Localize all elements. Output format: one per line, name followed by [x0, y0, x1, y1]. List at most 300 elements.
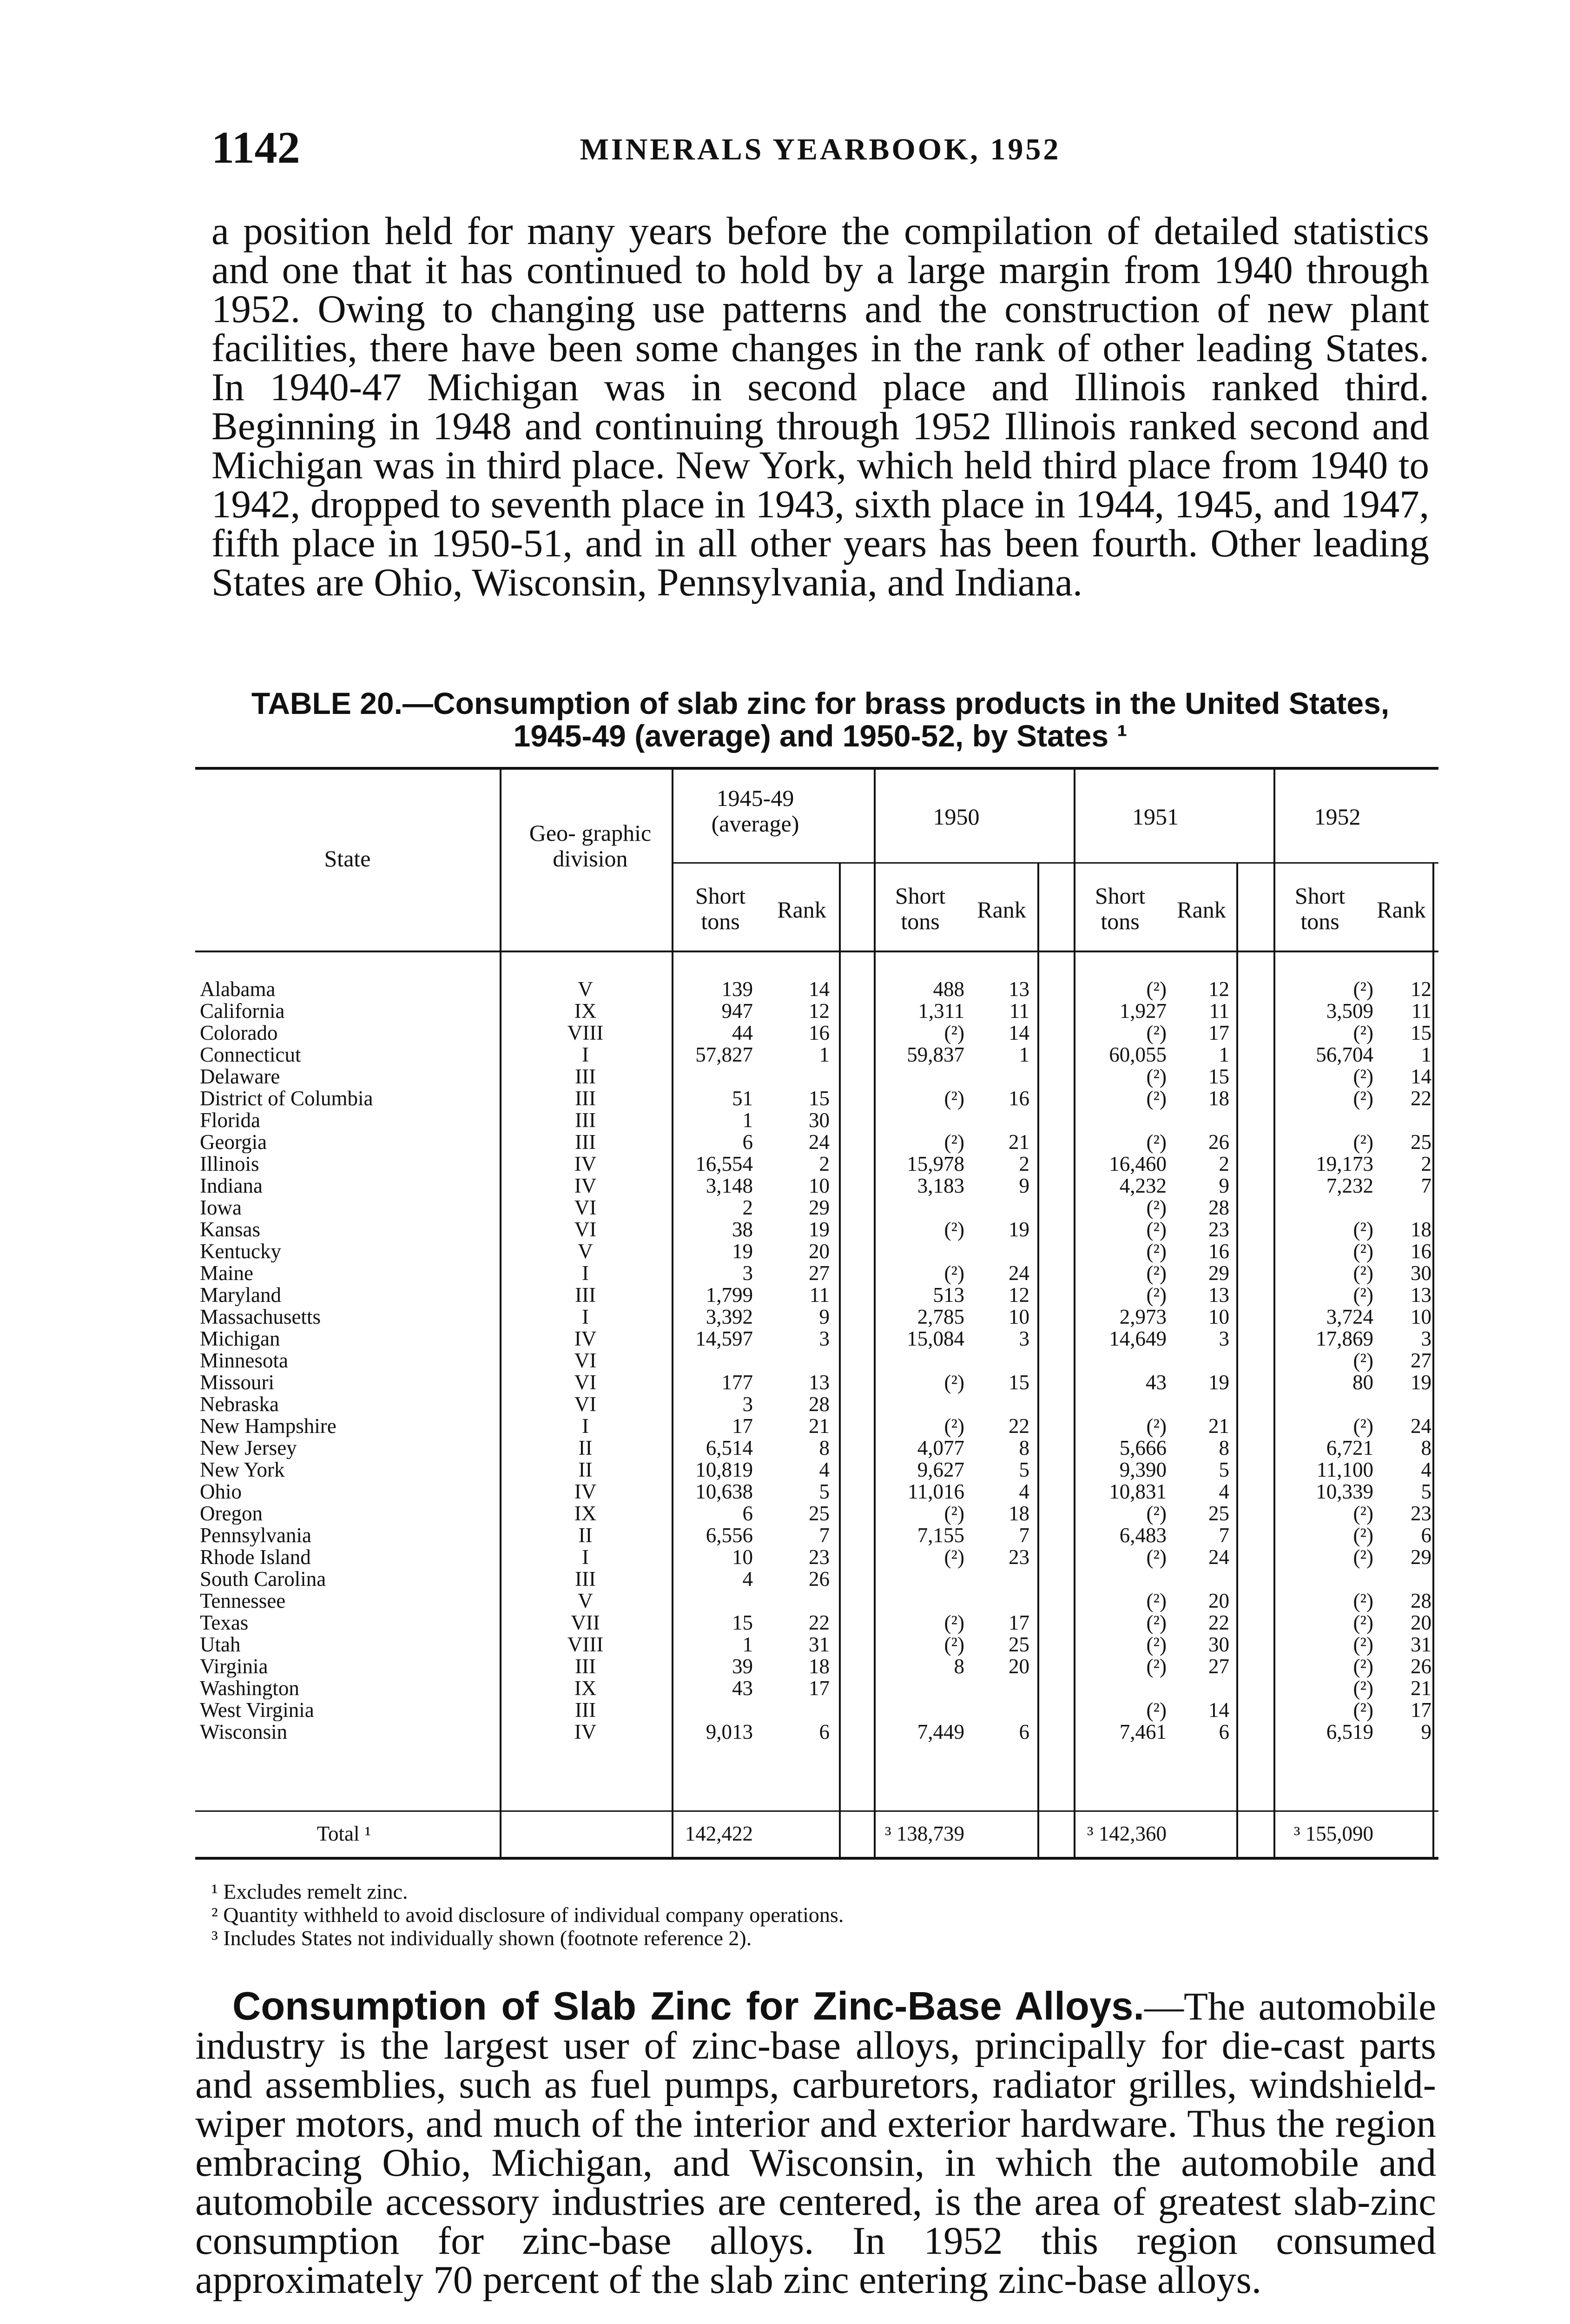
row-division: VI — [574, 1349, 597, 1372]
row-rank: 22 — [1208, 1611, 1229, 1634]
row-short-tons: 2,973 — [1119, 1305, 1167, 1328]
row-short-tons: (²) — [944, 1218, 964, 1241]
row-rank: 9 — [1219, 1174, 1229, 1197]
row-rank: 11 — [809, 1283, 830, 1307]
row-rank: 10 — [1411, 1305, 1431, 1328]
table-row — [195, 1699, 1438, 1721]
row-rank: 14 — [1208, 1698, 1229, 1722]
row-state: District of Columbia — [200, 1088, 373, 1109]
row-state: Minnesota — [200, 1350, 288, 1372]
row-rank: 21 — [1411, 1677, 1431, 1700]
row-short-tons: (²) — [944, 1502, 964, 1525]
row-rank: 9 — [1421, 1720, 1431, 1743]
row-division: III — [575, 1655, 596, 1678]
row-rank: 27 — [809, 1261, 830, 1285]
row-division: IX — [574, 1502, 597, 1525]
row-rank: 22 — [809, 1611, 830, 1634]
row-short-tons: (²) — [1353, 1087, 1373, 1110]
table-caption-line1: TABLE 20.—Consumption of slab zinc for brass products in the United States, — [251, 686, 1390, 720]
row-state: Virginia — [200, 1656, 268, 1677]
row-rank: 13 — [1009, 977, 1029, 1001]
intro-paragraph: a position held for many years before the compilation of detailed statistics and one that it has continued to hold by a large margin from 1940 through 1952. Owing to changing use patterns and the construction of new plant facilities, there have been some changes in the rank of other leading States. In 1940-47 Michigan was in second place and Illinois ranked third. Beginning in 1948 and continuing through 1952 Illinois ranked second and Michigan was in third place. New York, which held third place from 1940 to 1942, dropped to seventh place in 1943, sixth place in 1944, 1945, and 1947, fifth place in 1950-51, and in all other years has been fourth. Other leading States are Ohio, Wisconsin, Pennsylvania, and Indiana. — [211, 209, 1429, 604]
row-rank: 19 — [809, 1218, 830, 1241]
table-row — [195, 1350, 1438, 1372]
row-short-tons: 6 — [742, 1130, 753, 1154]
row-short-tons: (²) — [1353, 1698, 1373, 1722]
table-row — [195, 1568, 1438, 1590]
row-rank: 1 — [1219, 1043, 1229, 1066]
header-period-1951: 1951 — [1132, 804, 1179, 830]
row-short-tons: 39 — [732, 1655, 753, 1678]
row-rank: 19 — [1208, 1371, 1229, 1394]
table-row — [195, 1612, 1438, 1634]
row-short-tons: 6,721 — [1326, 1436, 1373, 1459]
row-state: Massachusetts — [200, 1306, 321, 1328]
row-short-tons: (²) — [944, 1611, 964, 1634]
row-rank: 16 — [1411, 1240, 1431, 1263]
row-state: Missouri — [200, 1372, 275, 1393]
row-division: IX — [574, 999, 597, 1023]
row-rank: 4 — [1019, 1480, 1029, 1503]
row-short-tons: 10,638 — [695, 1480, 753, 1503]
row-short-tons: 3,148 — [706, 1174, 753, 1197]
row-rank: 30 — [1208, 1633, 1229, 1656]
row-short-tons: 9,013 — [706, 1720, 753, 1743]
row-short-tons: 4 — [742, 1567, 753, 1591]
row-rank: 26 — [809, 1567, 830, 1591]
row-rank: 13 — [1208, 1283, 1229, 1307]
row-state: Iowa — [200, 1197, 242, 1219]
row-short-tons: 10,339 — [1316, 1480, 1373, 1503]
row-state: Washington — [200, 1677, 299, 1699]
row-rank: 15 — [1208, 1065, 1229, 1088]
row-state: New York — [200, 1459, 285, 1481]
row-rank: 15 — [809, 1087, 830, 1110]
row-rank: 5 — [1019, 1458, 1029, 1481]
table-row — [195, 1241, 1438, 1262]
row-rank: 17 — [1411, 1698, 1431, 1722]
table-row — [195, 1415, 1438, 1437]
row-rank: 12 — [809, 999, 830, 1023]
table-row — [195, 1459, 1438, 1481]
row-rank: 27 — [1208, 1655, 1229, 1678]
row-short-tons: (²) — [1146, 1065, 1167, 1088]
row-short-tons: (²) — [1146, 1218, 1167, 1241]
row-division: III — [575, 1698, 596, 1722]
row-rank: 3 — [1421, 1327, 1431, 1350]
row-short-tons: (²) — [1353, 1261, 1373, 1285]
row-short-tons: 3,724 — [1326, 1305, 1373, 1328]
row-short-tons: (²) — [944, 1633, 964, 1656]
row-division: I — [582, 1305, 589, 1328]
row-rank: 25 — [1009, 1633, 1029, 1656]
row-short-tons: (²) — [1146, 1130, 1167, 1154]
row-short-tons: 1 — [742, 1109, 753, 1132]
row-rank: 21 — [1208, 1414, 1229, 1438]
table-row — [195, 1044, 1438, 1066]
row-rank: 3 — [1219, 1327, 1229, 1350]
header-rank: Rank — [1377, 897, 1426, 923]
row-rank: 4 — [819, 1458, 830, 1481]
total-1952: ³ 155,090 — [1294, 1822, 1373, 1845]
row-short-tons: 4,232 — [1119, 1174, 1167, 1197]
row-rank: 1 — [1421, 1043, 1431, 1066]
table-body — [195, 978, 1438, 1743]
row-division: V — [578, 977, 593, 1001]
row-rank: 7 — [819, 1524, 830, 1547]
row-division: III — [575, 1109, 596, 1132]
row-rank: 19 — [1411, 1371, 1431, 1394]
table-row — [195, 1066, 1438, 1088]
row-short-tons: 6,483 — [1119, 1524, 1167, 1547]
row-rank: 29 — [809, 1196, 830, 1219]
row-rank: 10 — [1009, 1305, 1029, 1328]
row-short-tons: 56,704 — [1316, 1043, 1373, 1066]
row-division: III — [575, 1283, 596, 1307]
table-row — [195, 1503, 1438, 1525]
row-short-tons: (²) — [1353, 1611, 1373, 1634]
row-short-tons: (²) — [1146, 1414, 1167, 1438]
row-short-tons: (²) — [944, 1371, 964, 1394]
row-rank: 18 — [1208, 1087, 1229, 1110]
row-division: IV — [574, 1480, 597, 1503]
row-rank: 24 — [1009, 1261, 1029, 1285]
row-short-tons: 6 — [742, 1502, 753, 1525]
row-short-tons: (²) — [1146, 1502, 1167, 1525]
row-rank: 13 — [1411, 1283, 1431, 1307]
row-short-tons: 19 — [732, 1240, 753, 1263]
row-rank: 23 — [1411, 1502, 1431, 1525]
row-short-tons: 1 — [742, 1633, 753, 1656]
table-top-rule — [195, 767, 1438, 770]
section-paragraph — [195, 1984, 1436, 2324]
row-division: IV — [574, 1152, 597, 1175]
row-rank: 7 — [1219, 1524, 1229, 1547]
row-short-tons: (²) — [1353, 1130, 1373, 1154]
table-row — [195, 1262, 1438, 1284]
row-state: South Carolina — [200, 1568, 326, 1590]
row-rank: 14 — [1009, 1021, 1029, 1044]
row-short-tons: 57,827 — [695, 1043, 753, 1066]
row-division: VI — [574, 1371, 597, 1394]
row-state: Florida — [200, 1109, 260, 1131]
row-rank: 2 — [1219, 1152, 1229, 1175]
table-row — [195, 1546, 1438, 1568]
row-rank: 14 — [1411, 1065, 1431, 1088]
total-top-rule — [195, 1810, 1438, 1812]
row-rank: 30 — [809, 1109, 830, 1132]
row-state: Michigan — [200, 1328, 280, 1350]
row-short-tons: (²) — [1146, 1283, 1167, 1307]
table-row — [195, 1481, 1438, 1503]
row-state: Georgia — [200, 1131, 267, 1153]
table-row — [195, 1131, 1438, 1153]
table-row — [195, 1306, 1438, 1328]
row-rank: 11 — [1411, 999, 1431, 1023]
row-short-tons: 15,978 — [907, 1152, 964, 1175]
table-row — [195, 978, 1438, 1000]
row-short-tons: (²) — [944, 1087, 964, 1110]
row-state: Connecticut — [200, 1044, 301, 1066]
period-header-rule — [672, 862, 1438, 864]
row-short-tons: (²) — [1353, 1545, 1373, 1569]
row-division: I — [582, 1545, 589, 1569]
row-short-tons: (²) — [1146, 1611, 1167, 1634]
table-row — [195, 1372, 1438, 1393]
row-division: I — [582, 1414, 589, 1438]
row-rank: 1 — [819, 1043, 830, 1066]
header-period-1945-49: 1945-49 (average) — [711, 785, 799, 837]
header-division: Geo- graphic division — [529, 820, 652, 872]
row-short-tons: (²) — [1353, 977, 1373, 1001]
table-row — [195, 1153, 1438, 1175]
row-short-tons: 44 — [732, 1021, 753, 1044]
row-rank: 17 — [1009, 1611, 1029, 1634]
row-short-tons: (²) — [1353, 1502, 1373, 1525]
row-short-tons: 6,556 — [706, 1524, 753, 1547]
row-rank: 6 — [1019, 1720, 1029, 1743]
row-short-tons: (²) — [1353, 1589, 1373, 1612]
section-text: —The automobile industry is the largest user of zinc-base alloys, principally for die-cast parts and assemblies, such as fuel pumps, carburetors, radiator grilles, windshield-wiper motors, and much of the interior and exterior hardware. Thus the region embracing Ohio, Michigan, and Wisconsin, in which the automobile and automobile accessory industries are centered, is the area of greatest slab-zinc consumption for zinc-base alloys. In 1952 this region consumed approximately 70 percent of the slab zinc entering zinc-base alloys. — [195, 1985, 1436, 2302]
row-rank: 18 — [809, 1655, 830, 1678]
row-short-tons: 3 — [742, 1393, 753, 1416]
running-head: MINERALS YEARBOOK, 1952 — [580, 132, 1061, 166]
table-row — [195, 1656, 1438, 1677]
total-label: Total ¹ — [317, 1822, 371, 1845]
table-row — [195, 1000, 1438, 1022]
total-row — [195, 1823, 1438, 1845]
table-row — [195, 1393, 1438, 1415]
row-short-tons: 1,799 — [706, 1283, 753, 1307]
row-rank: 10 — [1208, 1305, 1229, 1328]
row-short-tons: 17 — [732, 1414, 753, 1438]
row-rank: 17 — [809, 1677, 830, 1700]
row-short-tons: 1,311 — [918, 999, 964, 1023]
row-rank: 5 — [1421, 1480, 1431, 1503]
row-state: Alabama — [200, 978, 276, 1000]
row-rank: 24 — [1411, 1414, 1431, 1438]
row-rank: 6 — [1421, 1524, 1431, 1547]
row-short-tons: 3 — [742, 1261, 753, 1285]
row-division: II — [578, 1436, 593, 1459]
row-division: III — [575, 1567, 596, 1591]
row-rank: 24 — [1208, 1545, 1229, 1569]
row-short-tons: (²) — [1353, 1240, 1373, 1263]
row-rank: 8 — [1421, 1436, 1431, 1459]
row-state: Maryland — [200, 1284, 281, 1306]
table-row — [195, 1590, 1438, 1612]
row-short-tons: (²) — [1353, 1349, 1373, 1372]
row-rank: 2 — [1421, 1152, 1431, 1175]
row-rank: 22 — [1009, 1414, 1029, 1438]
row-rank: 13 — [809, 1371, 830, 1394]
row-short-tons: (²) — [1146, 1589, 1167, 1612]
row-state: Kentucky — [200, 1241, 281, 1262]
row-rank: 21 — [809, 1414, 830, 1438]
row-short-tons: 6,519 — [1326, 1720, 1373, 1743]
row-short-tons: 11,100 — [1316, 1458, 1373, 1481]
row-rank: 3 — [1019, 1327, 1029, 1350]
total-1951: ³ 142,360 — [1087, 1822, 1167, 1845]
consumption-table — [195, 767, 1438, 1868]
header-rank: Rank — [1177, 897, 1226, 923]
header-bottom-rule — [195, 951, 1438, 952]
row-short-tons: (²) — [1353, 1414, 1373, 1438]
page-header — [211, 122, 1429, 173]
row-division: VI — [574, 1196, 597, 1219]
table-row — [195, 1175, 1438, 1197]
header-rank: Rank — [777, 897, 826, 923]
row-division: VII — [571, 1611, 600, 1634]
row-rank: 17 — [1208, 1021, 1229, 1044]
row-rank: 20 — [809, 1240, 830, 1263]
section-heading: Consumption of Slab Zinc for Zinc-Base Alloys. — [232, 1984, 1144, 2028]
row-division: III — [575, 1087, 596, 1110]
row-rank: 20 — [1411, 1611, 1431, 1634]
row-short-tons: 59,837 — [907, 1043, 964, 1066]
row-short-tons: 513 — [933, 1283, 964, 1307]
row-rank: 16 — [809, 1021, 830, 1044]
row-rank: 27 — [1411, 1349, 1431, 1372]
row-short-tons: 38 — [732, 1218, 753, 1241]
row-rank: 11 — [1009, 999, 1029, 1023]
row-state: Delaware — [200, 1066, 280, 1088]
row-rank: 31 — [1411, 1633, 1431, 1656]
row-division: IV — [574, 1720, 597, 1743]
header-period-1952: 1952 — [1314, 804, 1361, 830]
row-short-tons: (²) — [1353, 1065, 1373, 1088]
row-short-tons: 139 — [721, 977, 753, 1001]
row-short-tons: (²) — [1146, 1633, 1167, 1656]
row-short-tons: 43 — [732, 1677, 753, 1700]
row-short-tons: 17,869 — [1316, 1327, 1373, 1350]
header-short-tons: Short tons — [1294, 883, 1346, 934]
row-division: VIII — [567, 1633, 604, 1656]
row-rank: 16 — [1208, 1240, 1229, 1263]
row-short-tons: 51 — [732, 1087, 753, 1110]
row-short-tons: 7,449 — [917, 1720, 964, 1743]
row-short-tons: 9,627 — [917, 1458, 964, 1481]
row-rank: 20 — [1009, 1655, 1029, 1678]
table-row — [195, 1284, 1438, 1306]
row-short-tons: (²) — [1353, 1021, 1373, 1044]
row-rank: 5 — [1219, 1458, 1229, 1481]
row-rank: 9 — [1019, 1174, 1029, 1197]
table-row — [195, 1109, 1438, 1131]
row-rank: 7 — [1019, 1524, 1029, 1547]
row-rank: 8 — [1219, 1436, 1229, 1459]
row-state: Illinois — [200, 1153, 259, 1175]
row-short-tons: 43 — [1146, 1371, 1167, 1394]
row-short-tons: (²) — [1353, 1218, 1373, 1241]
footnote-2: ² Quantity withheld to avoid disclosure of individual company operations. — [211, 1903, 844, 1927]
row-division: IV — [574, 1174, 597, 1197]
row-short-tons: (²) — [1353, 1633, 1373, 1656]
row-short-tons: 8 — [954, 1655, 964, 1678]
row-short-tons: 2,785 — [917, 1305, 964, 1328]
row-rank: 28 — [809, 1393, 830, 1416]
row-short-tons: 6,514 — [706, 1436, 753, 1459]
row-rank: 30 — [1411, 1261, 1431, 1285]
table-row — [195, 1088, 1438, 1109]
row-rank: 11 — [1209, 999, 1229, 1023]
row-rank: 20 — [1208, 1589, 1229, 1612]
row-division: II — [578, 1524, 593, 1547]
row-rank: 12 — [1411, 977, 1431, 1001]
row-division: I — [582, 1261, 589, 1285]
row-division: III — [575, 1130, 596, 1154]
row-state: Texas — [200, 1612, 249, 1634]
row-short-tons: (²) — [1353, 1524, 1373, 1547]
row-short-tons: 1,927 — [1119, 999, 1167, 1023]
table-row — [195, 1022, 1438, 1044]
row-short-tons: (²) — [944, 1021, 964, 1044]
row-state: Nebraska — [200, 1393, 279, 1415]
row-short-tons: 11,016 — [907, 1480, 964, 1503]
row-short-tons: (²) — [1146, 1021, 1167, 1044]
table-row — [195, 1219, 1438, 1241]
row-short-tons: 7,461 — [1119, 1720, 1167, 1743]
row-state: Indiana — [200, 1175, 263, 1197]
row-rank: 4 — [1219, 1480, 1229, 1503]
row-short-tons: 3,509 — [1326, 999, 1373, 1023]
row-short-tons: 3,183 — [917, 1174, 964, 1197]
row-short-tons: (²) — [1353, 1677, 1373, 1700]
row-short-tons: 80 — [1352, 1371, 1373, 1394]
row-rank: 3 — [819, 1327, 830, 1350]
row-division: VI — [574, 1393, 597, 1416]
row-rank: 4 — [1421, 1458, 1431, 1481]
row-rank: 2 — [1019, 1152, 1029, 1175]
table-row — [195, 1197, 1438, 1219]
row-short-tons: 3,392 — [706, 1305, 753, 1328]
footnote-3: ³ Includes States not individually shown (footnote reference 2). — [211, 1926, 752, 1950]
row-short-tons: 2 — [742, 1196, 753, 1219]
row-state: Rhode Island — [200, 1546, 311, 1568]
row-short-tons: (²) — [1146, 1196, 1167, 1219]
row-rank: 22 — [1411, 1087, 1431, 1110]
row-short-tons: 7,155 — [917, 1524, 964, 1547]
row-short-tons: 10,831 — [1109, 1480, 1167, 1503]
row-short-tons: (²) — [1146, 1545, 1167, 1569]
row-division: I — [582, 1043, 589, 1066]
row-rank: 28 — [1411, 1589, 1431, 1612]
row-rank: 23 — [1009, 1545, 1029, 1569]
footnote-1: ¹ Excludes remelt zinc. — [211, 1880, 408, 1903]
row-division: II — [578, 1458, 593, 1481]
header-short-tons: Short tons — [695, 883, 746, 934]
row-state: Ohio — [200, 1481, 242, 1503]
row-state: California — [200, 1000, 285, 1022]
row-rank: 28 — [1208, 1196, 1229, 1219]
row-rank: 21 — [1009, 1130, 1029, 1154]
row-rank: 12 — [1009, 1283, 1029, 1307]
row-short-tons: 19,173 — [1316, 1152, 1373, 1175]
table-row — [195, 1328, 1438, 1350]
row-rank: 15 — [1009, 1371, 1029, 1394]
row-short-tons: 10 — [732, 1545, 753, 1569]
row-short-tons: 7,232 — [1326, 1174, 1373, 1197]
row-rank: 23 — [1208, 1218, 1229, 1241]
row-rank: 18 — [1411, 1218, 1431, 1241]
row-short-tons: 4,077 — [917, 1436, 964, 1459]
header-period-1950: 1950 — [933, 804, 980, 830]
page-number: 1142 — [211, 123, 300, 173]
row-short-tons: 9,390 — [1119, 1458, 1167, 1481]
row-state: Pennsylvania — [200, 1525, 311, 1546]
row-short-tons: (²) — [1353, 1283, 1373, 1307]
row-rank: 7 — [1421, 1174, 1431, 1197]
